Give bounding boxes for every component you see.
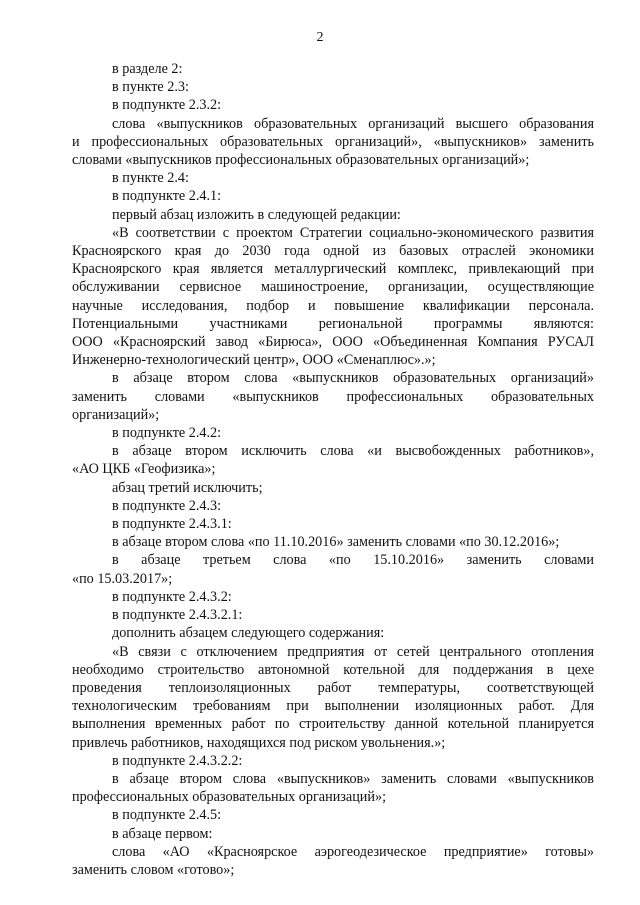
text-line: «В соответствии с проектом Стратегии социально-экономического развития [112,224,594,241]
text-line: слова «выпускников образовательных организаций высшего образования [112,115,594,132]
text-line: Потенциальными участниками региональной программы являются: [72,315,594,332]
text-line: «В связи с отключением предприятия от сетей центрального отопления [112,643,594,660]
text-line: «АО ЦКБ «Геофизика»; [72,461,216,478]
text-line: и профессиональных образовательных организаций», «выпускников» заменить [72,133,594,150]
text-line: в абзаце первом: [112,825,213,842]
text-line: дополнить абзацем следующего содержания: [112,625,385,642]
text-line: организаций»; [72,406,160,423]
text-line: научные исследования, подбор и повышение квалификации персонала. [72,297,594,314]
text-line: в разделе 2: [112,61,183,77]
text-line: Красноярского края является металлургический комплекс, привлекающий при [72,261,594,278]
text-line: в абзаце втором исключить слова «и высвобожденных работников», [112,443,594,460]
text-line: профессиональных образовательных организаций»; [72,789,387,806]
text-line: в пункте 2.4: [112,170,189,187]
text-line: слова «АО «Красноярское аэрогеодезическое предприятие» готовы» [112,843,594,860]
text-line: выполнения временных работ по строительству данной котельной планируется [72,716,594,733]
page-number: 2 [316,30,324,45]
text-line: абзац третий исключить; [112,479,263,496]
text-line: словами «выпускников профессиональных образовательных организаций»; [72,152,530,169]
text-line: проведения теплоизоляционных работ температуры, соответствующей [72,679,594,696]
text-line: обслуживании сервисное машиностроение, организации, осуществляющие [72,279,594,296]
text-line: в абзаце втором слова «выпускников» заменить словами «выпускников [112,770,594,787]
text-line: в подпункте 2.4.2: [112,425,222,442]
text-line: в подпункте 2.4.3.2.2: [112,752,243,769]
text-line: «по 15.03.2017»; [72,570,173,587]
text-line: заменить словами «выпускников профессиональных образовательных [72,388,594,405]
document-body [72,60,594,879]
text-line: Красноярского края до 2030 года одной из базовых отраслей экономики [72,243,594,260]
text-line: в подпункте 2.4.3.1: [112,516,232,533]
text-line: в подпункте 2.4.3: [112,497,222,514]
text-line: заменить словом «готово»; [72,861,235,878]
text-line: технологическим требованиям при выполнении изоляционных работ. Для [72,698,594,715]
text-line: ООО «Красноярский завод «Бирюса», ООО «Объединенная Компания РУСАЛ [72,334,594,351]
text-line: в подпункте 2.4.5: [112,807,222,824]
text-line: в пункте 2.3: [112,79,189,96]
text-line: в подпункте 2.3.2: [112,97,222,114]
text-line: в абзаце втором слова «выпускников образовательных организаций» [112,370,594,387]
text-line: в подпункте 2.4.3.2: [112,588,232,605]
text-line: первый абзац изложить в следующей редакции: [112,206,401,223]
text-line: привлечь работников, находящихся под риском увольнения.»; [72,734,446,751]
text-line: Инженерно-технологический центр», ООО «Сменаплюс».»; [72,352,436,369]
text-line: в подпункте 2.4.3.2.1: [112,607,243,624]
text-line: необходимо строительство автономной котельной для поддержания в цехе [72,661,594,678]
text-line: в абзаце втором слова «по 11.10.2016» заменить словами «по 30.12.2016»; [112,534,560,551]
text-line: в подпункте 2.4.1: [112,188,222,205]
text-line: в абзаце третьем слова «по 15.10.2016» заменить словами [112,552,594,569]
